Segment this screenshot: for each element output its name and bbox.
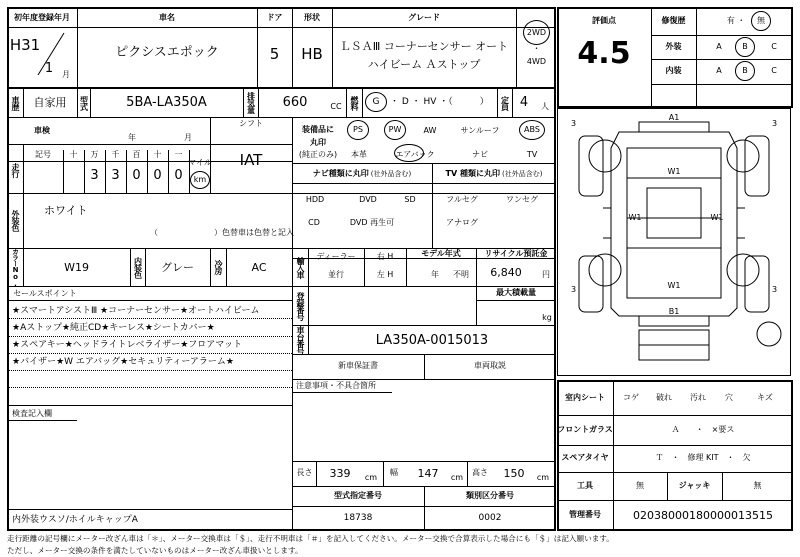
shaken-month-unit: 月 — [184, 133, 192, 142]
equip-ps: PS — [353, 125, 363, 134]
doors-value: 5 — [269, 44, 280, 63]
digit-value: 3 — [90, 167, 99, 183]
recycle-label: リサイクル預託金 — [484, 249, 548, 258]
height-value: 150 — [503, 466, 525, 480]
equip-aw: AW — [423, 126, 437, 135]
equip-abs: ABS — [524, 125, 540, 134]
nav-cd: CD — [308, 218, 320, 227]
nav-header-sub: (社外品含む) — [370, 169, 412, 178]
shaken-label: 車検 — [34, 126, 50, 135]
tv-oneseg: ワンセグ — [506, 195, 538, 204]
chassis-label: 車台番号 — [296, 326, 305, 354]
warranty-label: 新車保証書 — [338, 361, 378, 370]
registration-label: 登録番号 — [296, 292, 305, 320]
capacity-unit: 人 — [541, 102, 549, 111]
corner-mark: 3 — [571, 285, 577, 294]
shape-value: HB — [301, 44, 323, 63]
mileage-label: 走行 — [11, 163, 20, 177]
digit-header: 百 — [132, 150, 141, 159]
recycle-value: 6,840 — [490, 265, 522, 279]
exterior-grade-c: C — [771, 42, 777, 51]
displacement-label: 排気量 — [246, 92, 256, 113]
import-label: 輸入車 — [296, 256, 305, 278]
score-value: 4.5 — [577, 36, 631, 71]
displacement-value: 660 — [282, 95, 308, 110]
spare-value: Ｔ ・ 修理 KIT ・ 欠 — [655, 453, 751, 462]
grade-line1: ＬＳＡⅢ コーナーセンサー オート — [339, 39, 509, 53]
interior-value: グレー — [161, 260, 194, 274]
digit-value: 0 — [174, 167, 183, 183]
diagram-label-w1: W1 — [628, 213, 642, 222]
sales-points-label: セールスポイント — [13, 289, 77, 298]
drive-dot: ・ — [532, 44, 541, 53]
diagram-label-w1: W1 — [667, 167, 681, 176]
digit-header: 万 — [90, 150, 99, 159]
max-load-label: 最大積載量 — [496, 288, 536, 297]
color-no-label: カラーNo. — [11, 248, 20, 287]
import-dealer: ディーラー — [316, 252, 356, 261]
category-value: 0002 — [478, 512, 502, 523]
seat-option: コゲ — [623, 393, 639, 402]
car-name-label: 車名 — [159, 12, 175, 22]
sales-line: ★スペアキー★ヘッドライトレベライザー★フロアマット — [12, 339, 242, 350]
import-parallel: 並行 — [328, 270, 344, 279]
aircon-label: 冷房 — [214, 260, 223, 274]
fuel-rest: ・ D ・ HV ・（ ） — [390, 96, 489, 107]
corner-mark: 3 — [772, 119, 778, 128]
equipment-label-3: (純正のみ) — [298, 150, 338, 159]
sales-line: ★スマートアシストⅢ ★コーナーセンサー★オートハイビーム — [12, 305, 260, 316]
tv-header-text: TV 種類に丸印 — [445, 169, 500, 178]
diagram-label-w1: W1 — [710, 213, 724, 222]
model-value: 5BA-LA350A — [126, 95, 207, 110]
height-unit: cm — [536, 473, 550, 482]
category-label: 類別区分番号 — [466, 491, 514, 500]
drive-2wd: 2WD — [526, 27, 547, 37]
car-damage-diagram — [557, 108, 791, 376]
type-cert-value: 18738 — [343, 512, 373, 523]
glass-label: フロントガラス — [557, 425, 613, 434]
digit-header: 千 — [111, 150, 120, 159]
km-label: km — [193, 175, 207, 184]
tv-header — [432, 167, 556, 181]
mile-label: マイル — [188, 158, 212, 167]
footer-note-1: 走行距離の記号欄にメーター改ざん車は「＊」、メーター交換車は「＄」、走行不明車は「＃」を記入してください。メーター交換で合算表示した場合にも「＄」は記入願います。 — [7, 533, 614, 543]
equipment-label-1: 装備品に — [302, 125, 334, 134]
yen-unit: 円 — [542, 270, 550, 279]
spare-label: スペアタイヤ — [561, 453, 609, 462]
import-left-h: 左 H — [376, 270, 394, 279]
notes-label: 注意事項・不具合箇所 — [296, 381, 376, 390]
seat-option: 破れ — [656, 393, 672, 402]
jack-label: ジャッキ — [678, 481, 711, 490]
nav-dvd-play: DVD 再生可 — [349, 218, 395, 227]
nav-dvd: DVD — [359, 195, 377, 204]
type-cert-label: 型式指定番号 — [334, 491, 382, 500]
color-value: ホワイト — [44, 203, 88, 217]
shaken-year-unit: 年 — [128, 133, 136, 142]
first-reg-label: 初年度登録年月 — [14, 12, 70, 22]
length-label: 長さ — [296, 468, 313, 477]
import-right-h: 右 H — [376, 252, 394, 261]
interior-label: 内装色 — [133, 256, 143, 278]
kigou-label: 記号 — [35, 150, 51, 159]
first-reg-month: 1 — [44, 60, 54, 76]
length-value: 339 — [329, 466, 351, 480]
nav-sd: SD — [404, 195, 416, 204]
mgmt-label: 管理番号 — [569, 510, 601, 519]
sales-line: ★バイザー★W エアバッグ★セキュリティーアラーム★ — [12, 356, 234, 367]
nav-header — [292, 167, 432, 181]
tools-label: 工具 — [577, 481, 593, 490]
width-unit: cm — [450, 473, 464, 482]
capacity-value: 4 — [519, 95, 529, 110]
length-unit: cm — [364, 473, 378, 482]
interior-grade-a: A — [716, 66, 722, 75]
model-label: 型式 — [79, 95, 89, 110]
equip-sunroof: サンルーフ — [460, 126, 500, 135]
first-reg-era: H31 — [9, 35, 41, 54]
shift-label: シフト — [239, 119, 263, 128]
inspector-label: 検査記入欄 — [12, 409, 52, 418]
interior-score-label: 内装 — [665, 66, 682, 75]
chassis-value: LA350A-0015013 — [375, 332, 489, 348]
cc-unit: CC — [330, 102, 342, 111]
seat-label: 室内シート — [565, 393, 605, 402]
seat-option: キズ — [757, 393, 773, 402]
repair-selected: 無 — [757, 16, 765, 25]
exterior-grade-a: A — [716, 42, 722, 51]
diagram-label-a1: A1 — [668, 113, 680, 122]
color-label: 外装色 — [11, 209, 20, 231]
usage-label: 車歴 — [11, 95, 20, 110]
color-note: （ ）色替車は色替と記入 — [150, 228, 294, 237]
digit-value: 3 — [111, 167, 120, 183]
fuel-g: G — [372, 96, 380, 107]
kg-unit: kg — [542, 313, 552, 322]
nav-hdd: HDD — [305, 195, 325, 204]
tv-fullseg: フルセグ — [446, 195, 478, 204]
grade-label: グレード — [408, 12, 440, 22]
fuel-label: 燃料 — [350, 95, 359, 110]
aircon-value: AC — [251, 260, 267, 274]
equip-tv: TV — [526, 150, 538, 159]
inspector-text: 内外装ウスソ/ホイルキャップA — [12, 514, 138, 525]
repair-label: 修復歴 — [661, 16, 686, 25]
footer-note-2: ただし、メーター交換の条件を満たしていないものはメーター改ざん車扱いとします。 — [7, 545, 303, 555]
model-year-label: モデル年式 — [421, 249, 461, 258]
car-name: ピクシスエポック — [115, 44, 219, 60]
digit-header: 十 — [153, 150, 162, 159]
shape-label: 形状 — [304, 12, 320, 22]
equip-airbag: エアバック — [395, 150, 435, 159]
tv-analog: アナログ — [446, 218, 478, 227]
exterior-label: 外装 — [665, 42, 682, 51]
glass-value: Ａ ・ ×要ス — [671, 425, 735, 434]
jack-value: 無 — [753, 481, 762, 490]
usage-value: 自家用 — [33, 96, 67, 109]
capacity-label: 定員 — [500, 95, 510, 110]
width-value: 147 — [417, 466, 439, 480]
diagram-label-w1: W1 — [667, 281, 681, 290]
month-unit: 月 — [62, 70, 70, 79]
nav-header-text: ナビ種類に丸印 — [312, 169, 369, 178]
corner-mark: 3 — [571, 119, 577, 128]
digit-value: 0 — [132, 167, 141, 183]
model-year-value: 不明 — [453, 270, 469, 279]
seat-option: 穴 — [725, 393, 733, 402]
color-no-value: W19 — [64, 260, 89, 274]
sales-line: ★Aストップ★純正CD★キーレス★シートカバー★ — [12, 322, 215, 333]
equipment-label-2: 丸印 — [310, 138, 326, 147]
model-year-unit: 年 — [431, 270, 439, 279]
manual-label: 車両取説 — [474, 361, 506, 370]
width-label: 幅 — [390, 468, 398, 477]
digit-header: 十 — [69, 150, 78, 159]
equip-leather: 本革 — [351, 150, 367, 159]
digit-value — [63, 165, 84, 185]
height-label: 高さ — [472, 468, 488, 477]
grade-line2: ハイビーム Ａストップ — [367, 57, 481, 71]
tv-header-sub: (社外品含む) — [501, 169, 543, 178]
diagram-label-b1: B1 — [668, 307, 680, 316]
drive-4wd: 4WD — [526, 57, 547, 66]
doors-label: ドア — [266, 12, 283, 22]
mgmt-value: 020380001800000135​15 — [633, 508, 773, 522]
seat-option: 汚れ — [690, 393, 706, 402]
tools-value: 無 — [636, 481, 644, 490]
interior-grade-b: B — [742, 66, 748, 75]
shift-value: IAT — [239, 150, 263, 169]
exterior-grade-b: B — [742, 42, 748, 51]
score-label: 評価点 — [592, 16, 616, 25]
equip-pw: PW — [388, 125, 402, 134]
digit-value: 0 — [153, 167, 162, 183]
equip-navi: ナビ — [472, 150, 488, 159]
repair-options: 有 ・ — [726, 16, 746, 25]
corner-mark: 3 — [772, 285, 778, 294]
interior-grade-c: C — [771, 66, 777, 75]
digit-header: 一 — [174, 150, 183, 159]
